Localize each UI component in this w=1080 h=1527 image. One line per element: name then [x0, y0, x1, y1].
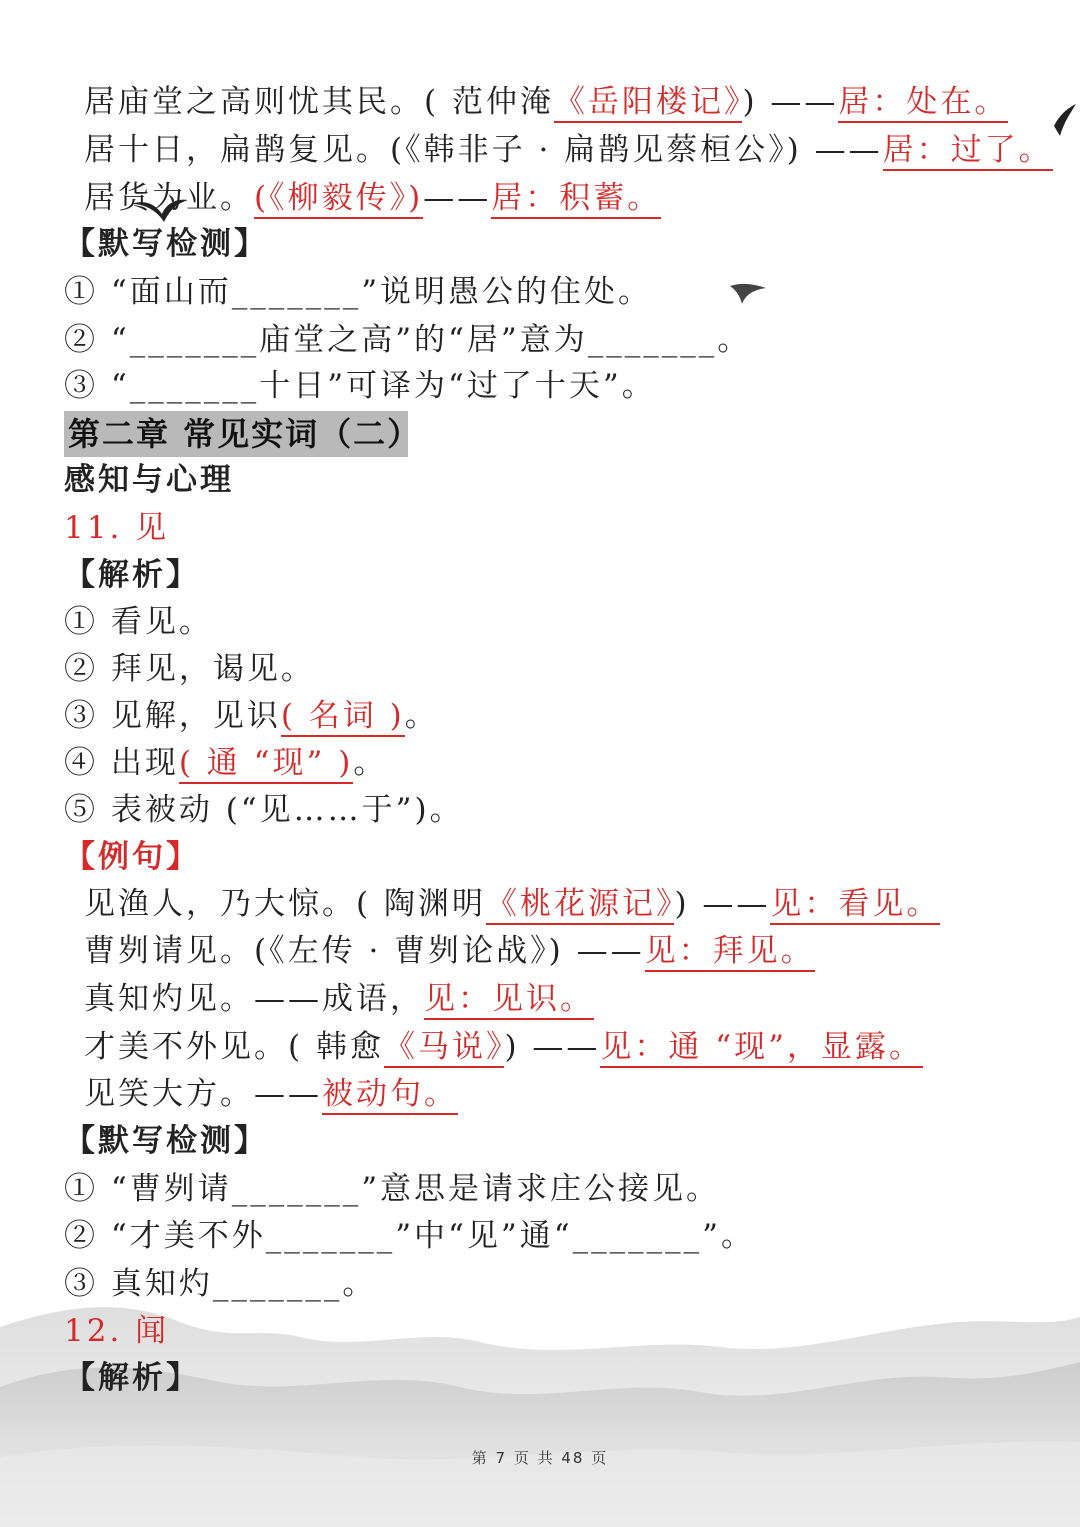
sense-item: ⑤ 表被动 (“见……于”)。 [64, 792, 464, 828]
entry-title: 11. 见 [64, 510, 170, 546]
analysis-heading: 【解析】 [64, 1360, 200, 1396]
dictation-item: ② “_______庙堂之高”的“居”意为_______。 [64, 322, 752, 358]
analysis-heading: 【解析】 [64, 557, 200, 593]
entry-title: 12. 闻 [64, 1313, 170, 1349]
sense-item: ② 拜见，谒见。 [64, 651, 315, 687]
example-line: 才美不外见。( 韩愈《马说》) ——见：通 “现”，显露。 [84, 1027, 923, 1067]
dictation-item: ③ 真知灼_______。 [64, 1266, 377, 1302]
sense-item: ④ 出现( 通 “现” )。 [64, 743, 387, 783]
page-number: 第 7 页 共 48 页 [471, 1449, 609, 1467]
dictation-item: ① “曹刿请_______”意思是请求庄公接见。 [64, 1171, 721, 1207]
bird-decoration-icon [728, 278, 768, 308]
bird-decoration-icon [1050, 100, 1078, 140]
sense-item: ③ 见解，见识( 名词 )。 [64, 696, 439, 736]
dictation-heading: 【默写检测】 [64, 1123, 268, 1159]
example-line: 居货为业。(《柳毅传》)——居：积蓄。 [84, 178, 661, 218]
chapter-title: 第二章 常见实词（二） [64, 411, 408, 457]
category-heading: 感知与心理 [64, 462, 234, 498]
example-line: 见渔人，乃大惊。( 陶渊明《桃花源记》) ——见：看见。 [84, 884, 940, 924]
example-line: 曹刿请见。(《左传 · 曹刿论战》) ——见：拜见。 [84, 931, 815, 971]
dictation-item: ② “才美不外_______”中“见”通“_______”。 [64, 1218, 755, 1254]
example-line: 居庙堂之高则忧其民。( 范仲淹《岳阳楼记》) ——居：处在。 [84, 82, 1008, 122]
example-line: 居十日，扁鹊复见。(《韩非子 · 扁鹊见蔡桓公》) ——居：过了。 [84, 130, 1053, 170]
sense-item: ① 看见。 [64, 604, 213, 640]
example-line: 真知灼见。——成语，见：见识。 [84, 979, 594, 1019]
dictation-heading: 【默写检测】 [64, 226, 268, 262]
dictation-item: ③ “_______十日”可译为“过了十天”。 [64, 368, 656, 404]
dictation-item: ① “面山而_______”说明愚公的住处。 [64, 274, 653, 310]
example-line: 见笑大方。——被动句。 [84, 1074, 458, 1114]
examples-heading: 【例句】 [64, 839, 200, 875]
